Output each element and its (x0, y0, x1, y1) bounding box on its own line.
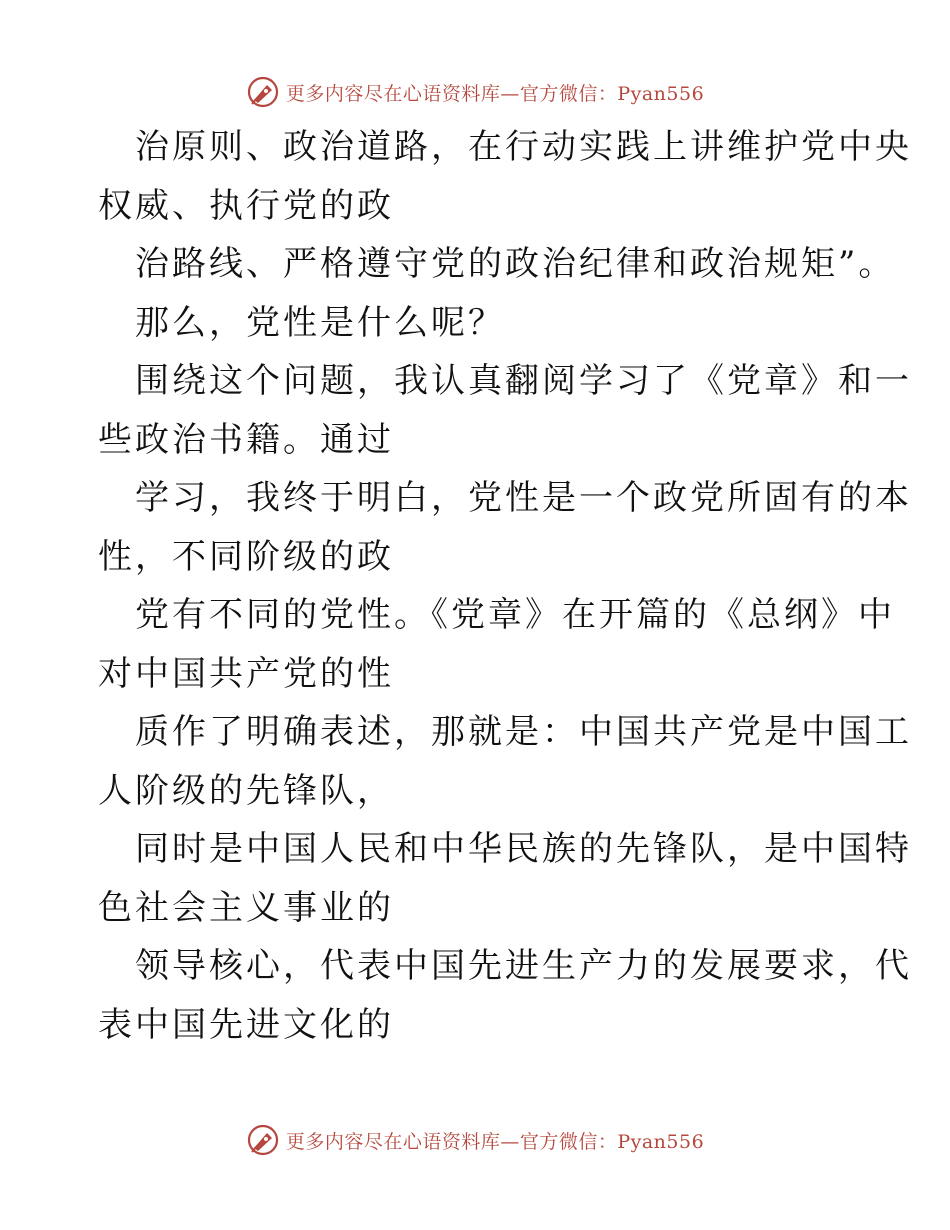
text-line: 治原则、政治道路，在行动实践上讲维护党中央 (135, 127, 912, 167)
text-line: 权威、执行党的政 (98, 185, 394, 226)
text-line: 围绕这个问题，我认真翻阅学习了《党章》和一 (135, 361, 912, 401)
text-line: 同时是中国人民和中华民族的先锋队，是中国特 (135, 829, 912, 869)
text-line: 学习，我终于明白，党性是一个政党所固有的本 (135, 478, 912, 518)
text-line: 表中国先进文化的 (98, 1004, 394, 1045)
pen-nib-logo-icon (246, 75, 280, 109)
text-line: 那么，党性是什么呢？ (135, 302, 505, 343)
header-watermark (0, 72, 950, 112)
footer-watermark (0, 1120, 950, 1160)
text-line: 色社会主义事业的 (98, 887, 394, 928)
pen-nib-logo-icon (246, 1123, 280, 1157)
text-line: 对中国共产党的性 (98, 653, 394, 694)
text-line: 性，不同阶级的政 (98, 536, 394, 577)
text-line: 治路线、严格遵守党的政治纪律和政治规矩”。 (135, 244, 896, 284)
text-line: 领导核心，代表中国先进生产力的发展要求，代 (135, 946, 912, 986)
watermark-text: 更多内容尽在心语资料库—官方微信：Pyan556 (285, 82, 705, 105)
text-line: 质作了明确表述，那就是：中国共产党是中国工 (135, 712, 912, 752)
text-line: 党有不同的党性。《党章》在开篇的《总纲》中 (135, 595, 895, 635)
watermark-text: 更多内容尽在心语资料库—官方微信：Pyan556 (285, 1130, 705, 1153)
text-line: 些政治书籍。通过 (98, 419, 394, 460)
text-line: 人阶级的先锋队， (98, 770, 394, 811)
document-body (98, 118, 912, 1054)
